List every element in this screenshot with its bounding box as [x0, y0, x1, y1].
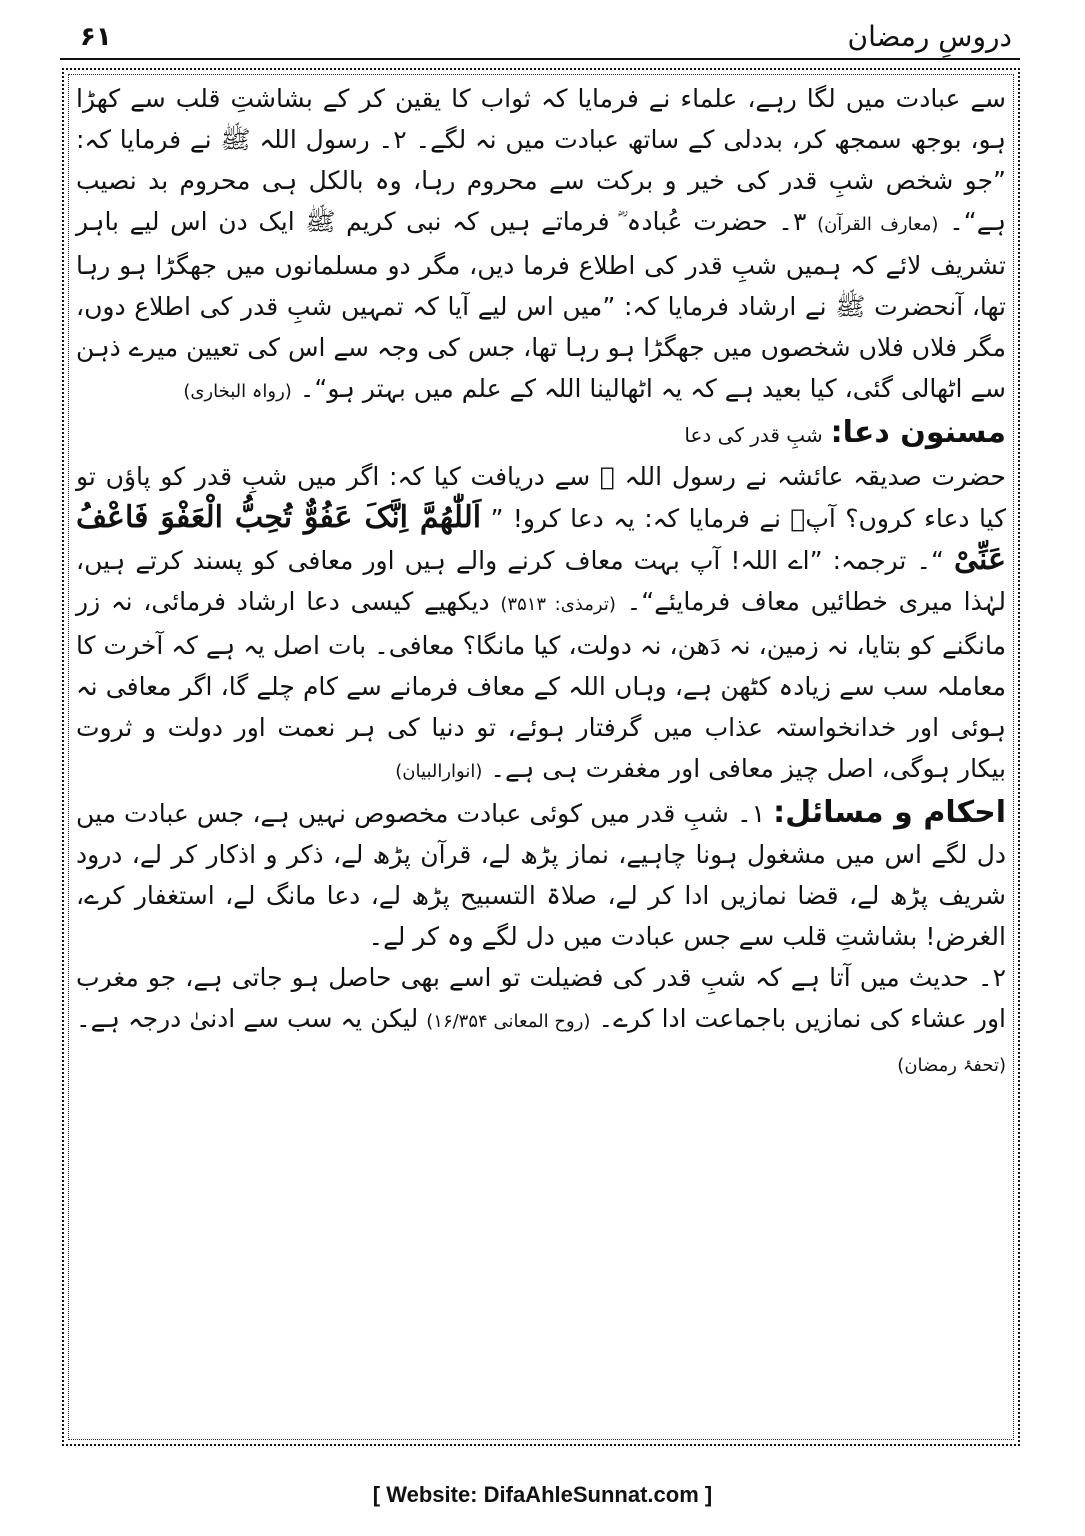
page-header: [60, 16, 1020, 60]
reference-maarif: (معارف القرآن): [817, 214, 939, 235]
website-footer: [ Website: DifaAhleSunnat.com ]: [372, 1482, 713, 1507]
masnoon-intro: حضرت صدیقہ عائشہ نے رسول اللہ ﷺ سے دریافت کیا کہ: اگر میں شبِ قدر کو پاؤں تو کیا دعاء کروں؟ آپؐ نے فرمایا کہ: یہ دعا کرو! ”: [76, 462, 1007, 533]
paragraph-2-text: ۳۔ حضرت عُبادہ ؓ فرماتے ہیں کہ نبی کریم ﷺ ایک دن اس لیے باہر تشریف لائے کہ ہمیں شبِ قدر کی اطلاع فرما دیں، مگر دو مسلمانوں میں جھگڑا ہو رہا تھا، آنحضرت ﷺ نے ارشاد فرمایا کہ: ”میں اس لیے آیا کہ تمہیں شبِ قدر کی اطلاع دوں، مگر فلاں فلاں شخصوں میں جھگڑا ہو رہا تھا، جس کی وجہ سے اس کی تعیین میرے ذہن سے اٹھالی گئی، کیا بعید ہے کہ یہ اٹھالینا اللہ کے علم میں بہتر ہو“۔: [76, 207, 1006, 403]
masnoon-translation: “۔ ترجمہ: ”اے اللہ! آپ بہت معاف کرنے والے ہیں اور معافی کو پسند کرتے ہیں، لہٰذا میری خطائیں معاف فرمایئے“۔: [76, 546, 1006, 616]
reference-anwar: (انوارالبیان): [395, 761, 483, 782]
reference-tirmidhi: (ترمذی: ۳۵۱۳): [500, 594, 616, 615]
masnoon-heading-line: [76, 412, 1006, 456]
masnoon-paragraph: [76, 456, 1006, 792]
page-body: [76, 78, 1006, 1434]
ahkam-text-2-mid: لیکن یہ سب سے ادنیٰ درجہ ہے۔: [76, 1004, 419, 1033]
ahkam-paragraph-2: [76, 957, 1006, 1086]
book-title: دروسِ رمضان: [847, 20, 1012, 53]
arabic-dua: اَللّٰھُمَّ اِنَّکَ عَفُوٌّ تُحِبُّ الْعَفْوَ فَاعْفُ عَنِّیْ: [76, 500, 1006, 577]
reference-bukhari: (رواہ البخاری): [183, 381, 292, 402]
page-number: ۶۱: [80, 22, 112, 52]
ahkam-paragraph-1: [76, 792, 1006, 957]
reference-tuhfa: (تحفۂ رمضان): [897, 1055, 1006, 1076]
paragraph-1: [76, 78, 1006, 412]
reference-ruh-ul-maani: (روح المعانی ۱۶/۳۵۴): [426, 1011, 591, 1032]
ahkam-text-1: ۱۔ شبِ قدر میں کوئی عبادت مخصوص نہیں ہے، جس عبادت میں دل لگے اس میں مشغول ہونا چاہیے، نماز پڑھ لے، قرآن پڑھ لے، ذکر و اذکار کر لے، درود شریف پڑھ لے، قضا نمازیں ادا کر لے، صلاۃ التسبیح پڑھ لے، دعا مانگ لے، استغفار کرے، الغرض! بشاشتِ قلب سے جس عبادت میں دل لگے وہ کر لے۔: [76, 799, 1006, 951]
masnoon-subheading: شبِ قدر کی دعا: [684, 423, 823, 447]
ahkam-heading: احکام و مسائل:: [773, 795, 1006, 830]
masnoon-heading: مسنون دعا:: [830, 415, 1006, 450]
paragraph-1-text: سے عبادت میں لگا رہے، علماء نے فرمایا کہ ثواب کا یقین کر کے بشاشتِ قلب سے کھڑا ہو، بوجھ سمجھ کر، بددلی کے ساتھ عبادت میں نہ لگے۔ ۲۔ رسول اللہ ﷺ نے فرمایا کہ: ”جو شخص شبِ قدر کی خیر و برکت سے محروم رہا، وہ بالکل ہی محروم بد نصیب ہے“۔: [76, 84, 1007, 236]
masnoon-commentary: دیکھیے کیسی دعا ارشاد فرمائی، نہ زر مانگنے کو بتایا، نہ زمین، نہ دَھن، نہ دولت، کیا مانگا؟ معافی۔ بات اصل یہ ہے کہ آخرت کا معاملہ سب سے زیادہ کٹھن ہے، وہاں اللہ کے معاف فرمانے سے کام چلے گا، اگر معافی نہ ہوئی اور خدانخواستہ عذاب میں گرفتار ہوئے، تو دنیا کی ہر نعمت اور دولت و ثروت بیکار ہوگی، اصل چیز معافی اور مغفرت ہی ہے۔: [76, 587, 1006, 783]
ahkam-text-2: ۲۔ حدیث میں آتا ہے کہ شبِ قدر کی فضیلت تو اسے بھی حاصل ہو جاتی ہے، جو مغرب اور عشاء کی نمازیں باجماعت ادا کرے۔: [76, 963, 1006, 1033]
header-rule: [60, 58, 1020, 60]
